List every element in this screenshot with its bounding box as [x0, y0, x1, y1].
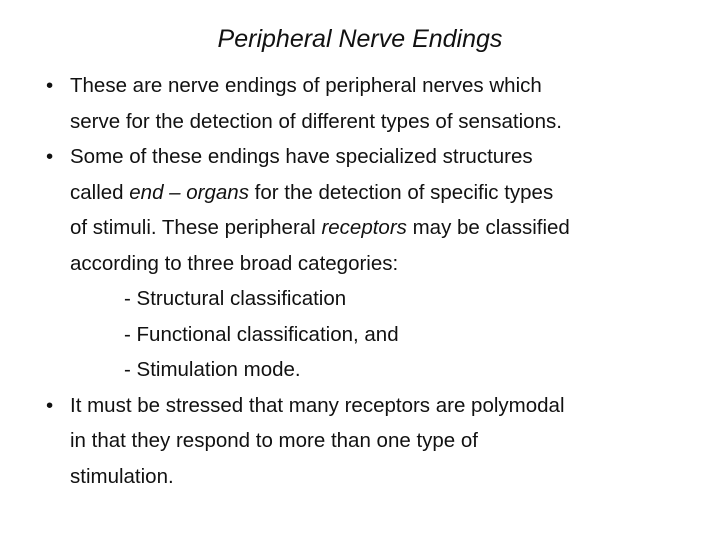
- bullet-text-line: [70, 175, 696, 211]
- bullet-item: [46, 388, 696, 495]
- sub-item-functional: - Functional classification, and: [124, 322, 399, 346]
- bullet-icon: •: [46, 393, 54, 417]
- bullet-text-line: serve for the detection of different types of sensations.: [70, 109, 562, 133]
- bullet-text-line: in that they respond to more than one type of: [70, 429, 478, 452]
- sub-item-structural: - Structural classification: [124, 287, 347, 310]
- bullet-text-line: according to three broad categories:: [70, 251, 399, 275]
- emphasis-end-organs: end – organs: [129, 180, 249, 204]
- bullet-text-line: stimulation.: [70, 464, 174, 488]
- bullet-text-line: It must be stressed that many receptors are polymodal: [70, 393, 565, 417]
- text-segment: called: [70, 180, 130, 204]
- slide-body: [46, 68, 696, 494]
- sub-item-stimulation: - Stimulation mode.: [124, 358, 301, 381]
- text-segment: for the detection of specific types: [248, 180, 554, 204]
- bullet-icon: •: [46, 74, 54, 97]
- bullet-icon: •: [46, 145, 54, 168]
- emphasis-receptors: receptors: [321, 216, 407, 239]
- bullet-item: [46, 68, 696, 139]
- bullet-text-line: These are nerve endings of peripheral nerves which: [70, 74, 542, 97]
- bullet-item: [46, 139, 696, 388]
- bullet-text-line: [70, 210, 696, 246]
- slide-title: Peripheral Nerve Endings: [217, 25, 503, 53]
- text-segment: of stimuli. These peripheral: [70, 216, 322, 239]
- text-segment: may be classified: [406, 216, 570, 239]
- bullet-text-line: Some of these endings have specialized structures: [70, 145, 533, 168]
